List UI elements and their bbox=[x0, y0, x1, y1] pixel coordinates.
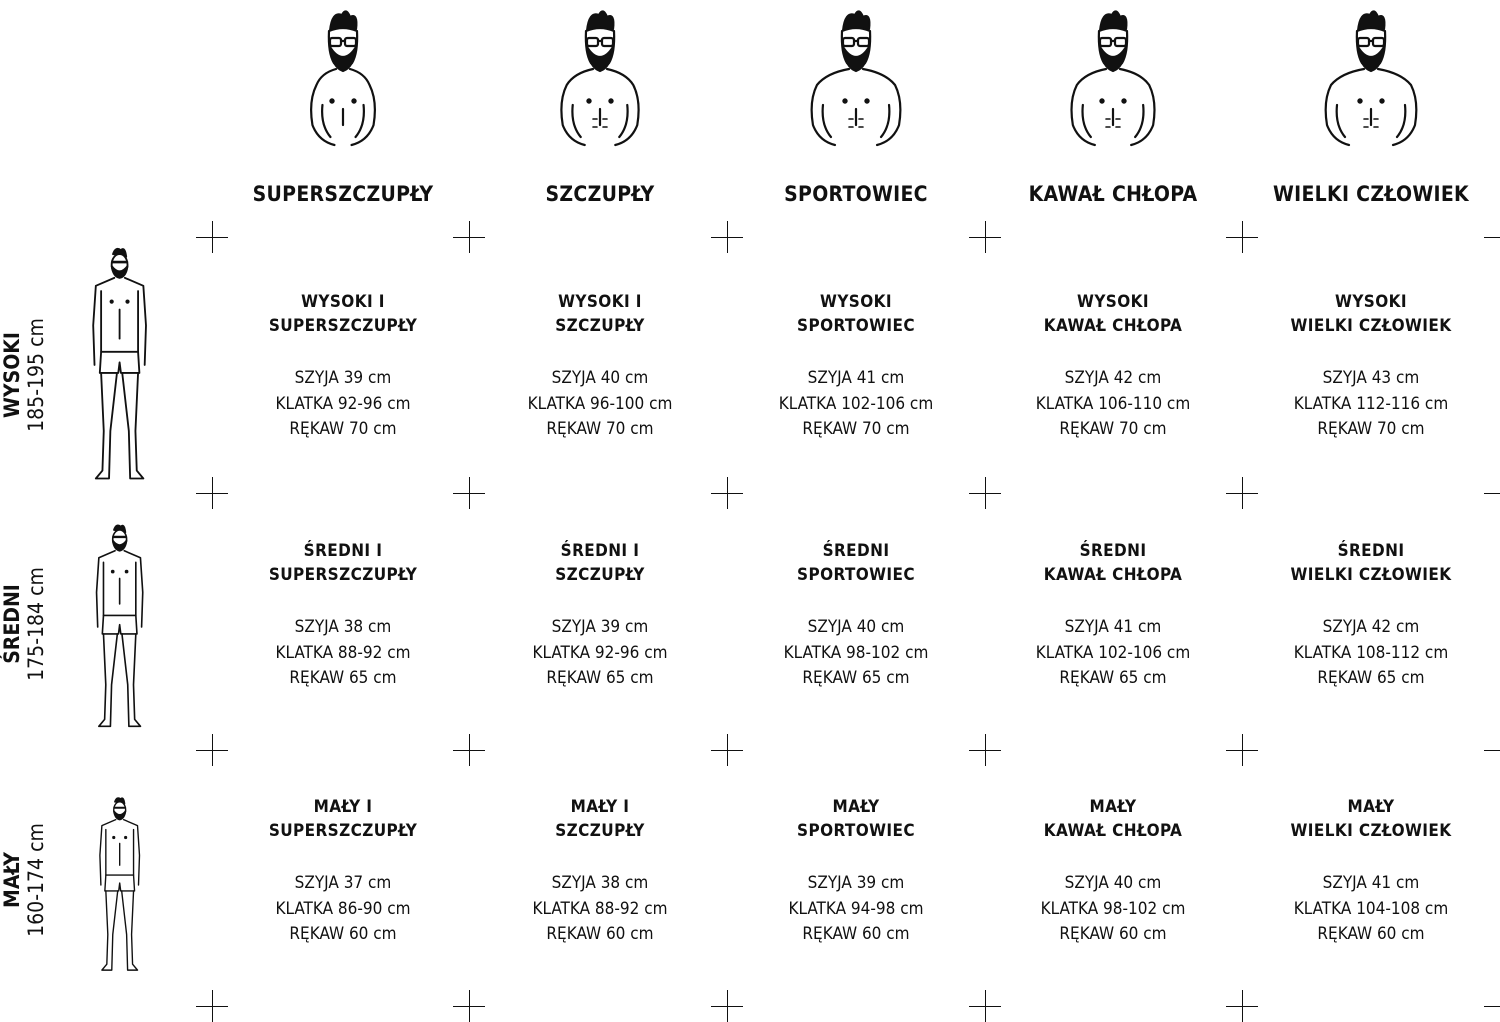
crosshair-mark bbox=[196, 990, 228, 1022]
torso-icon bbox=[1296, 5, 1446, 155]
measurements bbox=[993, 615, 1233, 692]
neck-size: SZYJA 39 cm bbox=[551, 617, 649, 637]
cell-title-line2: SZCZUPŁY bbox=[555, 316, 645, 336]
cell-title bbox=[736, 539, 976, 587]
crosshair-mark bbox=[453, 734, 485, 766]
sleeve-length: RĘKAW 65 cm bbox=[802, 668, 910, 688]
cell-title-line1: MAŁY bbox=[832, 797, 880, 817]
cell-title-line2: WIELKI CZŁOWIEK bbox=[1290, 821, 1452, 841]
cell-title-line2: SUPERSZCZUPŁY bbox=[268, 316, 418, 336]
measurements bbox=[1251, 615, 1491, 692]
chest-size: KLATKA 92-96 cm bbox=[532, 642, 668, 663]
crosshair-mark bbox=[711, 734, 743, 766]
cell-title-line1: MAŁY bbox=[1089, 797, 1137, 817]
standing-man-icon bbox=[80, 245, 159, 485]
crosshair-mark bbox=[196, 734, 228, 766]
size-cell bbox=[223, 795, 463, 948]
torso-icon bbox=[781, 5, 931, 155]
crosshair-mark bbox=[969, 221, 1001, 253]
cell-title bbox=[223, 539, 463, 587]
cell-title bbox=[480, 539, 720, 587]
measurements bbox=[1251, 366, 1491, 443]
cell-title bbox=[1251, 795, 1491, 843]
chest-size: KLATKA 94-98 cm bbox=[788, 898, 924, 919]
cell-title-line2: SPORTOWIEC bbox=[797, 821, 915, 841]
cell-title-line2: SUPERSZCZUPŁY bbox=[268, 821, 418, 841]
column-title: KAWAŁ CHŁOPA bbox=[1028, 182, 1198, 206]
cell-title-line2: SUPERSZCZUPŁY bbox=[268, 565, 418, 585]
sleeve-length: RĘKAW 70 cm bbox=[1317, 419, 1425, 439]
crosshair-mark bbox=[711, 477, 743, 509]
neck-size: SZYJA 38 cm bbox=[551, 873, 649, 893]
measurements bbox=[480, 615, 720, 692]
neck-size: SZYJA 39 cm bbox=[294, 368, 392, 388]
cell-title bbox=[993, 539, 1233, 587]
sleeve-length: RĘKAW 60 cm bbox=[802, 924, 910, 944]
crosshair-mark bbox=[453, 477, 485, 509]
measurements bbox=[736, 366, 976, 443]
size-cell bbox=[480, 539, 720, 692]
sleeve-length: RĘKAW 60 cm bbox=[546, 924, 654, 944]
measurements bbox=[1251, 871, 1491, 948]
neck-size: SZYJA 42 cm bbox=[1064, 368, 1162, 388]
torso-icon bbox=[525, 5, 675, 155]
cell-title-line1: WYSOKI I bbox=[301, 292, 385, 312]
row-name: ŚREDNI bbox=[0, 584, 24, 664]
cell-title-line2: WIELKI CZŁOWIEK bbox=[1290, 565, 1452, 585]
chest-size: KLATKA 98-102 cm bbox=[1040, 898, 1186, 919]
neck-size: SZYJA 41 cm bbox=[1064, 617, 1162, 637]
cell-title-line1: ŚREDNI I bbox=[560, 541, 640, 561]
sleeve-length: RĘKAW 70 cm bbox=[802, 419, 910, 439]
column-header bbox=[731, 0, 981, 215]
measurements bbox=[223, 366, 463, 443]
cell-title-line1: WYSOKI bbox=[820, 292, 892, 312]
standing-man-icon bbox=[85, 522, 154, 732]
size-cell bbox=[736, 795, 976, 948]
torso-icon bbox=[268, 5, 418, 155]
cell-title bbox=[1251, 290, 1491, 338]
neck-size: SZYJA 40 cm bbox=[807, 617, 905, 637]
chest-size: KLATKA 104-108 cm bbox=[1293, 898, 1449, 919]
size-cell bbox=[993, 795, 1233, 948]
cell-title bbox=[736, 290, 976, 338]
size-cell bbox=[993, 539, 1233, 692]
row-label bbox=[0, 255, 60, 495]
size-cell bbox=[1251, 795, 1491, 948]
sleeve-length: RĘKAW 70 cm bbox=[546, 419, 654, 439]
crosshair-mark bbox=[1226, 477, 1258, 509]
cell-title-line2: KAWAŁ CHŁOPA bbox=[1043, 821, 1183, 841]
sleeve-length: RĘKAW 70 cm bbox=[1059, 419, 1167, 439]
measurements bbox=[993, 871, 1233, 948]
cell-title bbox=[223, 795, 463, 843]
cell-title-line1: WYSOKI I bbox=[558, 292, 642, 312]
cell-title bbox=[480, 290, 720, 338]
size-cell bbox=[736, 539, 976, 692]
sleeve-length: RĘKAW 60 cm bbox=[1317, 924, 1425, 944]
neck-size: SZYJA 41 cm bbox=[1322, 873, 1420, 893]
cell-title-line2: SZCZUPŁY bbox=[555, 821, 645, 841]
row-height-range: 175-184 cm bbox=[24, 567, 48, 681]
sleeve-length: RĘKAW 60 cm bbox=[289, 924, 397, 944]
column-title: WIELKI CZŁOWIEK bbox=[1273, 182, 1469, 206]
size-cell bbox=[223, 539, 463, 692]
cell-title-line2: SZCZUPŁY bbox=[555, 565, 645, 585]
size-cell bbox=[993, 290, 1233, 443]
crosshair-mark bbox=[711, 221, 743, 253]
crosshair-mark bbox=[1484, 990, 1500, 1022]
cell-title-line1: ŚREDNI bbox=[822, 541, 890, 561]
chest-size: KLATKA 88-92 cm bbox=[532, 898, 668, 919]
column-title: SUPERSZCZUPŁY bbox=[252, 182, 434, 206]
crosshair-mark bbox=[196, 477, 228, 509]
cell-title-line1: MAŁY I bbox=[313, 797, 373, 817]
column-title: SZCZUPŁY bbox=[545, 182, 655, 206]
neck-size: SZYJA 40 cm bbox=[1064, 873, 1162, 893]
standing-man-icon bbox=[90, 795, 149, 975]
crosshair-mark bbox=[1226, 734, 1258, 766]
cell-title-line1: MAŁY bbox=[1347, 797, 1395, 817]
column-header bbox=[475, 0, 725, 215]
chest-size: KLATKA 106-110 cm bbox=[1035, 393, 1191, 414]
chest-size: KLATKA 92-96 cm bbox=[275, 393, 411, 414]
size-cell bbox=[1251, 290, 1491, 443]
size-cell bbox=[223, 290, 463, 443]
neck-size: SZYJA 42 cm bbox=[1322, 617, 1420, 637]
cell-title bbox=[993, 795, 1233, 843]
sleeve-length: RĘKAW 65 cm bbox=[546, 668, 654, 688]
row-height-range: 185-195 cm bbox=[24, 318, 48, 432]
column-title: SPORTOWIEC bbox=[784, 182, 928, 206]
chest-size: KLATKA 96-100 cm bbox=[527, 393, 673, 414]
size-cell bbox=[480, 795, 720, 948]
measurements bbox=[736, 615, 976, 692]
cell-title bbox=[993, 290, 1233, 338]
measurements bbox=[480, 366, 720, 443]
crosshair-mark bbox=[969, 734, 1001, 766]
chest-size: KLATKA 102-106 cm bbox=[778, 393, 934, 414]
measurements bbox=[223, 871, 463, 948]
row-name: WYSOKI bbox=[0, 332, 24, 418]
cell-title bbox=[223, 290, 463, 338]
crosshair-mark bbox=[1484, 734, 1500, 766]
crosshair-mark bbox=[969, 990, 1001, 1022]
crosshair-mark bbox=[453, 221, 485, 253]
row-name: MAŁY bbox=[0, 852, 24, 908]
row-label bbox=[0, 760, 60, 1000]
cell-title-line2: SPORTOWIEC bbox=[797, 565, 915, 585]
neck-size: SZYJA 38 cm bbox=[294, 617, 392, 637]
row-height-range: 160-174 cm bbox=[24, 823, 48, 937]
crosshair-mark bbox=[453, 990, 485, 1022]
neck-size: SZYJA 41 cm bbox=[807, 368, 905, 388]
crosshair-mark bbox=[1484, 477, 1500, 509]
size-cell bbox=[736, 290, 976, 443]
measurements bbox=[223, 615, 463, 692]
crosshair-mark bbox=[1226, 221, 1258, 253]
column-header bbox=[988, 0, 1238, 215]
cell-title-line2: KAWAŁ CHŁOPA bbox=[1043, 565, 1183, 585]
cell-title-line1: ŚREDNI I bbox=[303, 541, 383, 561]
chest-size: KLATKA 98-102 cm bbox=[783, 642, 929, 663]
sleeve-length: RĘKAW 60 cm bbox=[1059, 924, 1167, 944]
crosshair-mark bbox=[711, 990, 743, 1022]
sleeve-length: RĘKAW 65 cm bbox=[289, 668, 397, 688]
sleeve-length: RĘKAW 65 cm bbox=[1317, 668, 1425, 688]
cell-title-line2: SPORTOWIEC bbox=[797, 316, 915, 336]
measurements bbox=[993, 366, 1233, 443]
chest-size: KLATKA 88-92 cm bbox=[275, 642, 411, 663]
cell-title-line1: WYSOKI bbox=[1335, 292, 1407, 312]
cell-title-line1: MAŁY I bbox=[570, 797, 630, 817]
size-cell bbox=[480, 290, 720, 443]
cell-title bbox=[480, 795, 720, 843]
cell-title bbox=[1251, 539, 1491, 587]
sleeve-length: RĘKAW 65 cm bbox=[1059, 668, 1167, 688]
chest-size: KLATKA 102-106 cm bbox=[1035, 642, 1191, 663]
neck-size: SZYJA 39 cm bbox=[807, 873, 905, 893]
row-label bbox=[0, 504, 60, 744]
measurements bbox=[736, 871, 976, 948]
neck-size: SZYJA 37 cm bbox=[294, 873, 392, 893]
crosshair-mark bbox=[1484, 221, 1500, 253]
sleeve-length: RĘKAW 70 cm bbox=[289, 419, 397, 439]
chest-size: KLATKA 112-116 cm bbox=[1293, 393, 1449, 414]
crosshair-mark bbox=[1226, 990, 1258, 1022]
crosshair-mark bbox=[969, 477, 1001, 509]
cell-title-line2: KAWAŁ CHŁOPA bbox=[1043, 316, 1183, 336]
cell-title-line2: WIELKI CZŁOWIEK bbox=[1290, 316, 1452, 336]
chest-size: KLATKA 86-90 cm bbox=[275, 898, 411, 919]
neck-size: SZYJA 40 cm bbox=[551, 368, 649, 388]
neck-size: SZYJA 43 cm bbox=[1322, 368, 1420, 388]
cell-title-line1: ŚREDNI bbox=[1337, 541, 1405, 561]
cell-title-line1: ŚREDNI bbox=[1079, 541, 1147, 561]
crosshair-mark bbox=[196, 221, 228, 253]
chest-size: KLATKA 108-112 cm bbox=[1293, 642, 1449, 663]
cell-title bbox=[736, 795, 976, 843]
column-header bbox=[1246, 0, 1496, 215]
size-cell bbox=[1251, 539, 1491, 692]
measurements bbox=[480, 871, 720, 948]
cell-title-line1: WYSOKI bbox=[1077, 292, 1149, 312]
torso-icon bbox=[1038, 5, 1188, 155]
column-header bbox=[218, 0, 468, 215]
